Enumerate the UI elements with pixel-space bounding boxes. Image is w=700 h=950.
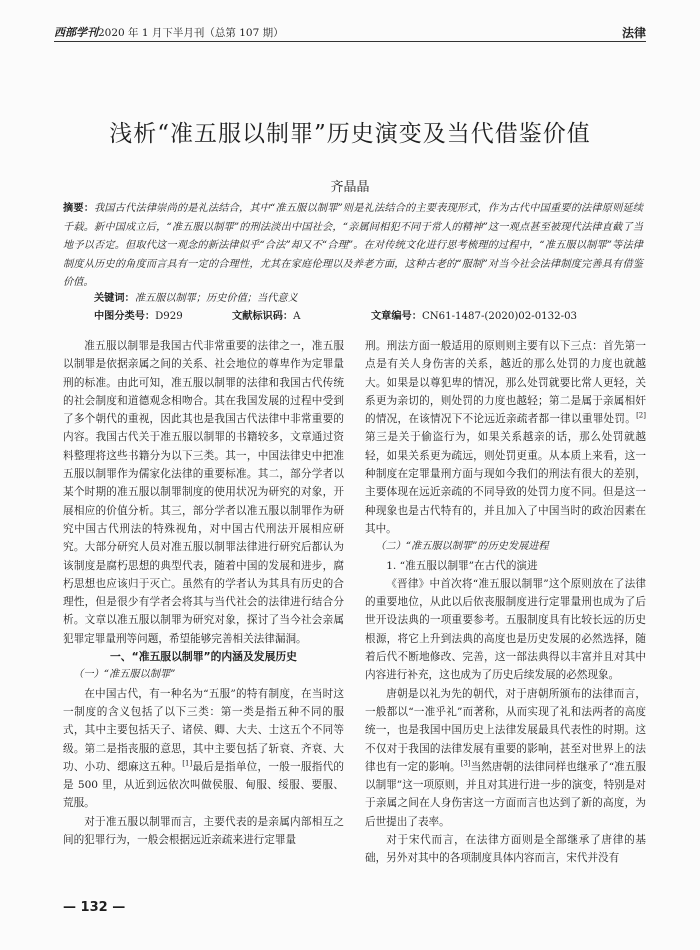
clc-value: D929 (155, 311, 183, 322)
keywords (94, 289, 298, 304)
paragraph-text: 当然唐朝的法律同样也继承了“准五服以制罪”这一项原则，并且对其进行进一步的演变，特别是对于亲属之间在人身伤害这一方面而言也达到了新的高度，为后世提出了表率。 (365, 760, 646, 828)
journal-name: 西部学刊 (54, 26, 98, 39)
clc-label: 中图分类号： (94, 310, 156, 322)
doc-value: A (293, 311, 301, 322)
paragraph (365, 337, 646, 538)
abstract (63, 199, 643, 293)
paragraph (365, 685, 646, 831)
section-label: 法律 (621, 26, 646, 40)
abstract-label: 摘要： (63, 202, 95, 214)
paragraph-text: 第三是关于偷盗行为，如果关系越亲的话，那么处罚就越轻，如果关系更为疏远，则处罚更重。从本质上来看，这一种制度在定罪量刑方面与现如今我们的刑法有很大的差别，主要体现在远近亲疏的不同导致的处罚力度不同。但是这一种现象也是古代特有的，并且加入了中国当时的政治因素在其中。 (365, 431, 646, 535)
header-rule (54, 41, 646, 42)
left-column (63, 337, 344, 849)
article-number-label: 文章编号： (371, 310, 422, 322)
keywords-label: 关键词： (94, 292, 135, 304)
citation-ref: [1] (182, 759, 193, 768)
article-number (371, 307, 577, 322)
keywords-text: 准五服以制罪；历史价值；当代意义 (134, 293, 298, 304)
article-number-value: CN61-1487-(2020)02-0132-03 (421, 311, 578, 322)
abstract-text: 我国古代法律崇尚的是礼法结合，其中“准五服以制罪”则是礼法结合的主要表现形式，作为古代中国重要的法律原则延续千载。新中国成立后，“准五服以制罪”的刑法淡出中国社会，“亲属间相犯不同于常人的精神”这一观点甚至被现代法律直截了当地予以否定。但取代这一观念的新法律似乎“合法”却又不“合理”。在对传统文化进行思考梳理的过程中，“准五服以制罪”等法律制度从历史的角度而言具有一定的合理性，尤其在家庭伦理以及养老方面，这种古老的“服制”对当今社会法律制度完善具有借鉴价值。 (63, 203, 643, 288)
paragraph-text: 最后是指单位，一般一服指代的是 500 里，从近到远依次叫做侯服、甸服、绥服、要服、荒服。 (63, 760, 345, 810)
subsection-heading: （一）“准五服以制罪” (73, 669, 176, 681)
running-header (54, 24, 646, 40)
paragraph: 对于宋代而言，在法律方面则是全部继承了唐律的基础，另外对其中的各项制度具体内容而言，宋代并没有 (365, 834, 646, 865)
doc-label: 文献标识码： (232, 310, 294, 322)
paragraph-text: 刑。刑法方面一般适用的原则则主要有以下三点：首先第一点是有关人身伤害的关系，越近的那么处罚的力度也就越大。如果是以尊犯卑的情况，那么处罚就要比常人更轻，关系更为亲切的，则处罚的力度也越轻；第二是属于亲属相奸的情况，在该情况下不论远近亲疏者都一律以重罪处罚。 (365, 340, 646, 426)
subsubsection-heading: 1. “准五服以制罪”在古代的演进 (386, 559, 538, 572)
paragraph: 《晋律》中首次将“准五服以制罪”这个原则放在了法律的重要地位，从此以后依丧服制度进行定罪量刑也成为了后世开设法典的一项重要参考。五服制度具有比较长远的历史根源，将它上升到法典的高度也是历史发展的必然选择，随着后代不断地修改、完善，这一部法典得以丰富并且对其中内容进行补充，这也成为了历史后续发展的必然现象。 (365, 577, 646, 682)
article-title: 浅析“准五服以制罪”历史演变及当代借鉴价值 (109, 121, 591, 147)
issue-info: 2020 年 1 月下半月刊（总第 107 期） (98, 27, 284, 39)
subsection-heading: （二）“准五服以制罪”的历史发展进程 (375, 541, 549, 553)
citation-ref: [3] (460, 759, 471, 768)
paragraph (63, 685, 344, 813)
section-heading: 一、“准五服以制罪”的内涵及发展历史 (110, 650, 297, 664)
paragraph-text: 在中国古代，有一种名为“五服”的特有制度，在当时这一制度的含义包括了以下三类：第一类是指五种不同的服式，其中主要包括天子、诸侯、卿、大夫、士这五个不同等级。第二是指丧服的意思，其中主要包括了斩衰、齐衰、大功、小功、缌麻这五种。 (63, 687, 344, 773)
paragraph-text: 唐朝是以礼为先的朝代，对于唐朝所颁布的法律而言，一般都以“一准乎礼”而著称，从而实现了礼和法两者的高度统一，也是我国中国历史上法律发展最具代表性的时期。这不仅对于我国的法律发展有重要的影响，甚至对世界上的法律也有一定的影响。 (365, 687, 646, 773)
citation-ref: [2] (636, 411, 646, 420)
right-column (365, 337, 646, 868)
paragraph: 对于准五服以制罪而言，主要代表的是亲属内部相互之间的犯罪行为，一般会根据远近亲疏来进行定罪量 (63, 815, 344, 847)
paragraph: 准五服以制罪是我国古代非常重要的法律之一，准五服以制罪是依据亲属之间的关系、社会地位的尊卑作为定罪量刑的标准。由此可知，准五服以制罪的法律和我国古代传统的社会制度和道德观念相吻合。其在我国发展的过程中受到了多个朝代的重视，因此其也是我国古代法律中非常重要的内容。我国古代关于准五服以制罪的书籍较多，文章通过资料整理将这些书籍分为以下三类。其一，中国法律史中把准五服以制罪作为儒家化法律的重要标准。其二，部分学者以某个时期的准五服以制罪制度的使用状况为研究的对象，开展相应的价值分析。其三，部分学者以准五服以制罪作为研究中国古代刑法的特殊视角，对中国古代刑法开展相应研究。大部分研究人员对准五服以制罪法律进行研究后都认为该制度是腐朽思想的典型代表，随着中国的发展和进步，腐朽思想也应该归于灭亡。虽然有的学者认为其具有历史的合理性，但是很少有学者会将其与当代社会的法律进行结合分析。文章以准五服以制罪为研究对象，探讨了当今社会亲属犯罪定罪量刑等问题，希望能够完善相关法律漏洞。 (63, 340, 344, 645)
page-number: — 132 — (63, 900, 126, 915)
doc-code (232, 307, 300, 322)
clc-code (94, 307, 183, 322)
article-author: 齐晶晶 (330, 180, 370, 195)
